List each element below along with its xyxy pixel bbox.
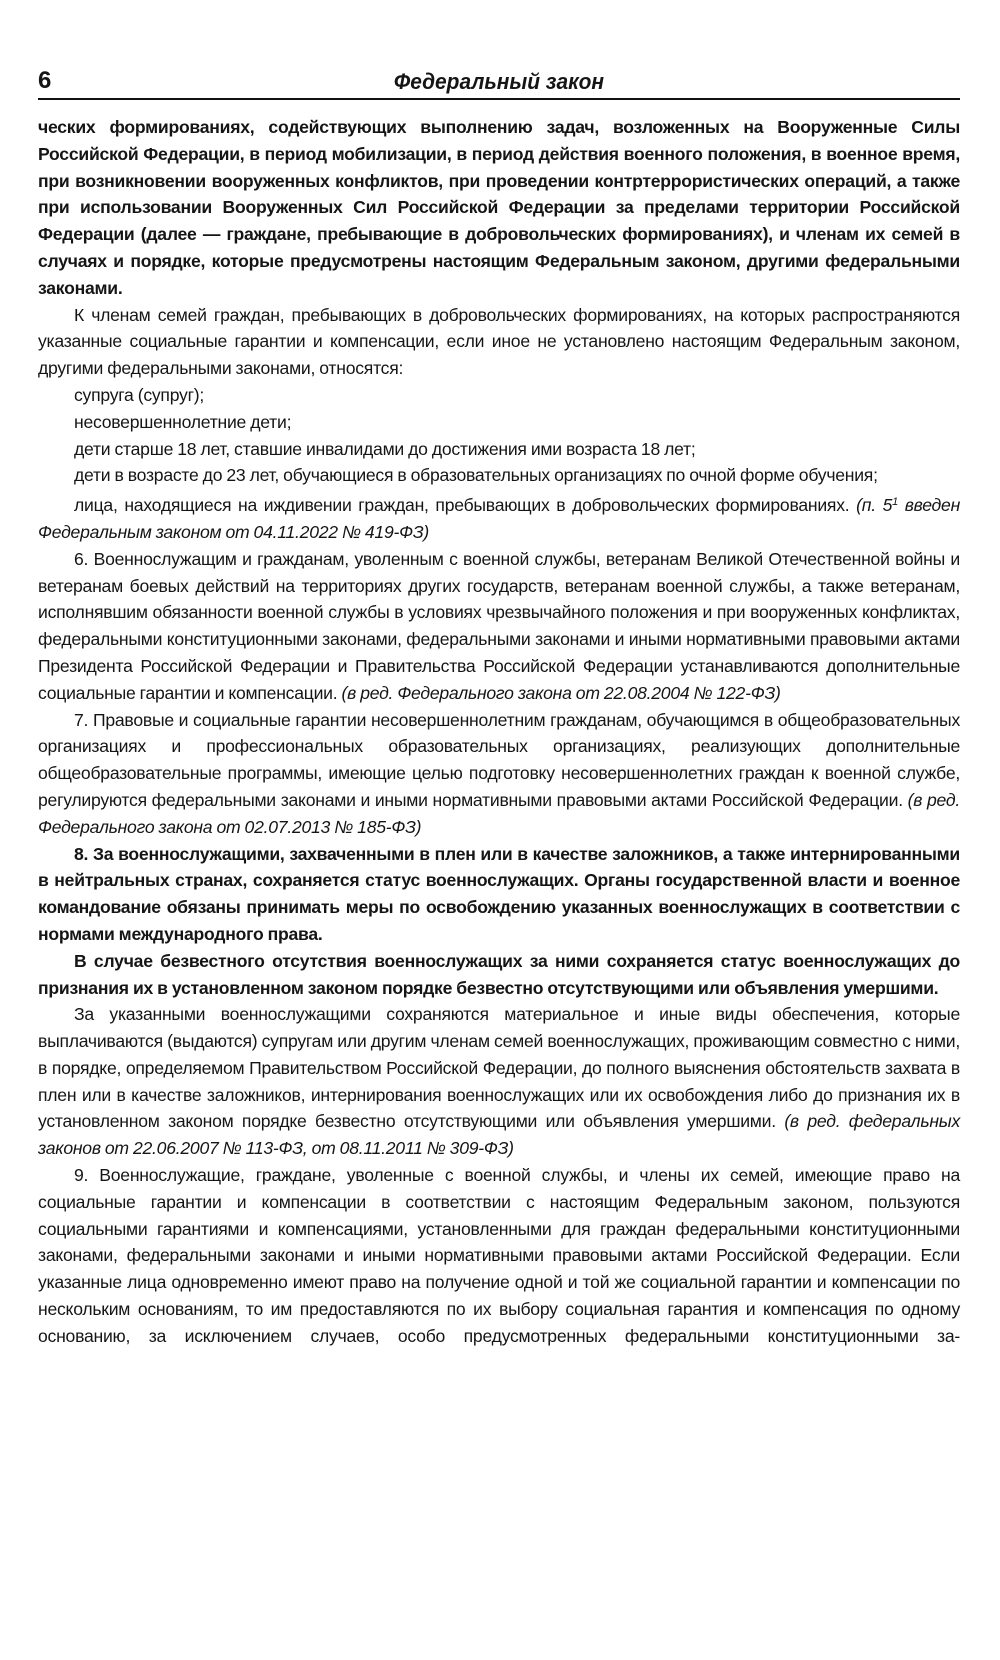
paragraph: [38, 1001, 960, 1162]
list-item: [38, 382, 960, 409]
list-item-text: несовершеннолетние дети;: [74, 411, 292, 432]
list-item: [38, 409, 960, 436]
paragraph-text: За указанными военнослужащими сохраняются материальное и иные виды обеспечения, которые выплачиваются (выдаются) супругам или другим членам семей военнослужащих, проживающим совместно с ними, в порядке, определяемом Правительством Российской Федерации, до полного выяснения обстоятельств захвата в плен или в качестве заложников, интернирования военнослужащих или их освобождения либо до признания их в установленном законом порядке безвестно отсутствующими или объявления умершими.: [38, 1004, 960, 1132]
paragraph: [38, 114, 960, 302]
paragraph: [38, 948, 960, 1002]
list-item: [38, 436, 960, 463]
amendment-note-text: (п. 5: [856, 495, 893, 516]
paragraph-text: ческих формированиях, содействующих выполнению задач, возложенных на Вооруженные Силы Российской Федерации, в период мобилизации, в период действия военного положения, в военное время, при возникновении вооруженных конфликтов, при проведении контртеррористических операций, а также при использовании Вооруженных Сил Российской Федерации за пределами территории Российской Федерации (далее — граждане, пребывающие в добровольческих формированиях), и членам их семей в случаях и порядке, которые предусмотрены настоящим Федеральным законом, другими федеральными законами.: [38, 117, 960, 298]
superscript: 1: [892, 496, 898, 509]
paragraph: [38, 1162, 960, 1350]
amendment-note: (в ред. Федерального закона от 22.08.2004 № 122-ФЗ): [341, 682, 781, 703]
list-item: [38, 489, 960, 546]
list-item-text: супруга (супруг);: [74, 384, 204, 405]
page-header: [38, 58, 960, 100]
page-number: 6: [38, 67, 52, 94]
amendment-note-text: введен Федеральным законом от 04.11.2022 № 419-ФЗ): [38, 495, 961, 542]
paragraph-text: 6. Военнослужащим и гражданам, уволенным с военной службы, ветеранам Великой Отечественной войны и ветеранам боевых действий на территориях других государств, ветеранам военной службы, а также ветеранам, исполнявшим обязанности военной службы в условиях чрезвычайного положения и при вооруженных конфликтах, федеральными конституционными законами, федеральными законами и иными нормативными правовыми актами Президента Российской Федерации и Правительства Российской Федерации устанавливаются дополнительные социальные гарантии и компенсации.: [38, 548, 960, 703]
list-item: [38, 462, 960, 489]
paragraph: [38, 841, 960, 948]
paragraph-text: В случае безвестного отсутствия военнослужащих за ними сохраняется статус военнослужащих до признания их в установленном законом порядке безвестно отсутствующими или объявления умершими.: [38, 950, 960, 998]
list-item-text: дети в возрасте до 23 лет, обучающиеся в образовательных организациях по очной форме обучения;: [74, 465, 878, 486]
document-body: [38, 114, 960, 1350]
paragraph: [38, 707, 960, 841]
amendment-note: (в ред. федеральных законов от 22.06.2007 № 113-ФЗ, от 08.11.2011 № 309-ФЗ): [38, 1111, 961, 1159]
paragraph: [38, 546, 960, 707]
paragraph-text: 7. Правовые и социальные гарантии несовершеннолетним гражданам, обучающимся в общеобразовательных организациях и профессиональных образовательных организациях, реализующих дополнительные общеобразовательные программы, имеющие целью подготовку несовершеннолетних граждан к военной службе, регулируются федеральными законами и иными нормативными правовыми актами Российской Федерации.: [38, 709, 960, 810]
paragraph-text: 9. Военнослужащие, граждане, уволенные с военной службы, и члены их семей, имеющие право на социальные гарантии и компенсации в соответствии с настоящим Федеральным законом, пользуются социальными гарантиями и компенсациями, установленными для граждан федеральными конституционными законами, федеральными законами и иными нормативными правовыми актами Российской Федерации. Если указанные лица одновременно имеют право на получение одной и той же социальной гарантии и компенсации по нескольким основаниям, то им предоставляются по их выбору социальная гарантия и компенсация по одному основанию, за исключением случаев, особо предусмотренных федеральными конституционными за-: [38, 1165, 960, 1346]
paragraph-text: К членам семей граждан, пребывающих в добровольческих формированиях, на которых распространяются указанные социальные гарантии и компенсации, если иное не установлено настоящим Федеральным законом, другими федеральными законами, относятся:: [38, 304, 960, 379]
paragraph: [38, 302, 960, 382]
running-title: Федеральный закон: [393, 69, 605, 94]
list-item-text: лица, находящиеся на иждивении граждан, пребывающих в добровольческих формированиях.: [74, 495, 850, 516]
amendment-note: (в ред. Федерального закона от 02.07.2013 № 185-ФЗ): [38, 789, 960, 837]
list-item-text: дети старше 18 лет, ставшие инвалидами до достижения ими возраста 18 лет;: [74, 438, 696, 459]
paragraph-text: 8. За военнослужащими, захваченными в плен или в качестве заложников, а также интернированными в нейтральных странах, сохраняется статус военнослужащих. Органы государственной власти и военное командование обязаны принимать меры по освобождению указанных военнослужащих в соответствии с нормами международного права.: [38, 843, 960, 944]
